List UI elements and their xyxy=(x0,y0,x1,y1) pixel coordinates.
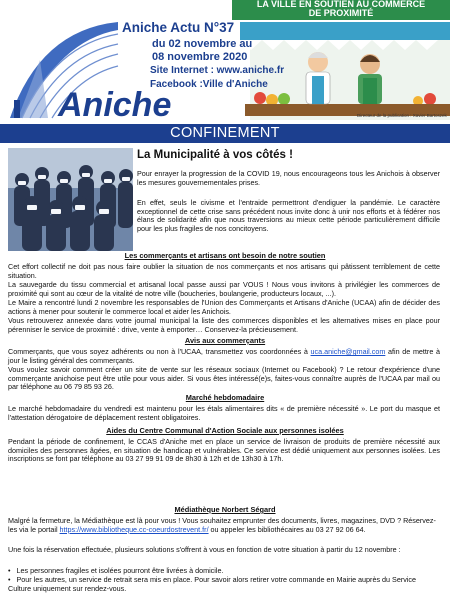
publication-credit: Directeur de la publication : Xavier Bartoszek xyxy=(357,113,447,118)
issue-title: Aniche Actu N°37 xyxy=(122,20,235,35)
facebook-text: Facebook :Ville d'Aniche xyxy=(150,79,268,90)
website-text: Site Internet : www.aniche.fr xyxy=(150,65,285,76)
avis-p2: Vous voulez savoir comment créer un site de vente sur les réseaux sociaux (Internet ou Facebook) ? Le retour d'expérience d'une commerçante anichoise peut être utile pour vous aider. Si vous êtes intéressé(e)s, faites-vous connaître auprès de l'UCAA par mail ou par téléphone au 06 79 85 93 26. xyxy=(8,365,440,392)
article-headline: La Municipalité à vos côtés ! xyxy=(137,149,293,161)
masked-crowd-image xyxy=(8,148,133,251)
masthead xyxy=(0,0,450,128)
mediatheque-p1 xyxy=(8,517,440,534)
mediatheque-bullet-2 xyxy=(8,576,440,593)
aniche-logo-icon xyxy=(10,22,171,124)
commerce-p4: Vous retrouverez annexée dans votre journal municipal la liste des commerces disponibles et les alternatives mises en place pour pérenniser le service de proximité : drive, vente à emporter… Conservez-la précieusement. xyxy=(8,316,440,334)
issue-dates-line-1: du 02 novembre au xyxy=(152,38,253,50)
marche-title: Marché hebdomadaire xyxy=(185,393,265,402)
ccas-p1: Pendant la période de confinement, le CCAS d'Aniche met en place un service de livraison de produits de première nécessité aux domiciles des personnes âgées, en situation de handicap et vulnérables. Ce service est dédié uniquement aux personnes isolées. Les inscriptions se font par téléphone au 03 27 99 91 09 de 8h30 à 12h et de 13h30 à 17h. xyxy=(8,437,440,464)
mediatheque-p1-text: Malgré la fermeture, la Médiathèque est là pour vous ! Vous souhaitez emprunter des documents, livres, magazines, DVD ? Réservez-les via le portail xyxy=(8,516,436,534)
commerce-p1: Cet effort collectif ne doit pas nous faire oublier la situation de nos commerçants et nos artisans qui pâtissent terriblement de cette situation. xyxy=(8,262,440,280)
bullet-icon: • xyxy=(8,566,17,575)
banner-line-2: DE PROXIMITÉ xyxy=(308,8,374,18)
avis-p1 xyxy=(8,348,440,365)
article-intro-1: Pour enrayer la progression de la COVID 19, nous encourageons tous les Anichois à observer les mesures gouvernementales prises. xyxy=(137,169,440,187)
bullet-icon: • xyxy=(8,575,17,584)
section-title: CONFINEMENT xyxy=(0,124,450,143)
article-intro-2: En effet, seuls le civisme et l'entraide permettront d'endiguer la pandémie. Le caractère exceptionnel de cette crise sans précédent nous invite donc à unir nos efforts et à fédérer nos élans de solidarité afin que nous traversions au mieux cette période particulièrement difficile pour les plus fragiles de nos concitoyens. xyxy=(137,198,440,233)
ccas-title: Aides du Centre Communal d'Action Sociale aux personnes isolées xyxy=(106,426,344,435)
mediatheque-bullet-2-text: Pour les autres, un service de retrait sera mis en place. Pour savoir alors retirer votre commande en Mairie auprès du Service Culture uniquement sur rendez-vous. xyxy=(8,575,416,593)
commerce-p2: La sauvegarde du tissu commercial et artisanal local passe aussi par VOUS ! Nous vous invitons à privilégier les commerces de proximité qui sont au cœur de la vitalité de notre ville (boucheries, boulangerie, producteurs locaux, ...). xyxy=(8,280,440,298)
commerce-p3: Le Maire a rencontré lundi 2 novembre les responsables de l'Union des Commerçants et Artisans d'Aniche (UCAA) afin de décider des actions à mener pour soutenir le commerce local et aider les Anichois. xyxy=(8,298,440,316)
avis-p1-end: afin de mettre à jour le listing général des commerçants. xyxy=(8,347,440,365)
mediatheque-p1-end: ou appeler les bibliothécaires au 03 27 92 06 64. xyxy=(208,524,366,534)
issue-dates-line-2: 08 novembre 2020 xyxy=(152,51,248,63)
avis-title: Avis aux commerçants xyxy=(184,336,266,345)
bibliotheque-portal-link[interactable]: https://www.bibliotheque.cc-coeurdostrevent.fr/ xyxy=(59,524,209,534)
aniche-logo-text: Aniche xyxy=(58,86,172,124)
ucaa-email-link[interactable]: uca.aniche@gmail.com xyxy=(310,347,386,356)
banner-text xyxy=(232,0,450,18)
marche-p1: Le marché hebdomadaire du vendredi est maintenu pour les étals alimentaires dits « de première nécessité ». Le port du masque et l'attestation dérogatoire de déplacement restent obligatoires. xyxy=(8,404,440,422)
mediatheque-title: Médiathèque Norbert Ségard xyxy=(174,505,276,514)
avis-p1-text: Commerçants, que vous soyez adhérents ou non à l'UCAA, transmettez vos coordonnées à xyxy=(8,347,311,356)
commerce-title: Les commerçants et artisans ont besoin de notre soutien xyxy=(124,251,326,260)
banner-line-1: LA VILLE EN SOUTIEN AU COMMERCE xyxy=(256,0,426,9)
mediatheque-bullet-1-text: Les personnes fragiles et isolées pourront être livrées à domicile. xyxy=(16,566,224,575)
mediatheque-p2: Une fois la réservation effectuée, plusieurs solutions s'offrent à vous en fonction de votre situation à partir du 12 novembre : xyxy=(8,545,401,554)
